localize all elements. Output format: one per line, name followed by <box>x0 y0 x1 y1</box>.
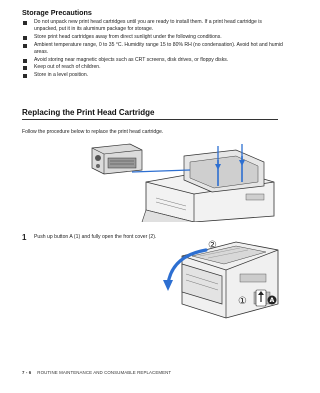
page-footer <box>22 370 282 375</box>
bullet-text: Keep out of reach of children. <box>34 64 101 71</box>
print-head-cartridge-icon <box>92 144 142 174</box>
bullet-text: Store print head cartridges away from direct sunlight under the following conditions. <box>34 33 222 40</box>
callout-1-label: ① <box>238 296 247 307</box>
bullet-text: Avoid storing near magnetic objects such as CRT screens, disk drives, or floppy disks. <box>34 56 229 63</box>
list-item <box>22 19 284 33</box>
page-number: 7 - 6 <box>22 370 32 375</box>
bullet-text: Store in a level position. <box>34 71 89 78</box>
list-item <box>22 42 284 56</box>
square-bullet-icon <box>23 21 27 25</box>
square-bullet-icon <box>23 66 27 70</box>
square-bullet-icon <box>23 44 27 48</box>
step-number: 1 <box>22 233 27 242</box>
open-front-cover-illustration <box>162 234 280 320</box>
printer-icon <box>142 150 274 222</box>
square-bullet-icon <box>23 59 27 63</box>
square-bullet-icon <box>23 36 27 40</box>
storage-precautions-heading: Storage Precautions <box>22 8 92 17</box>
bullet-text: Do not unpack new print head cartridges until you are ready to install them. If a print head cartridge is unpacked, put it in its aluminum package for storage. <box>34 19 262 33</box>
list-item <box>22 64 284 71</box>
footer-chapter-title: ROUTINE MAINTENANCE AND CONSUMABLE REPLACEMENT <box>37 370 172 375</box>
list-item <box>22 34 284 41</box>
list-item <box>22 57 284 64</box>
square-bullet-icon <box>23 74 27 78</box>
replacing-print-head-heading: Replacing the Print Head Cartridge <box>22 108 278 120</box>
bullet-text: Ambient temperature range, 0 to 35 °C. Humidity range 15 to 80% RH (no condensation). Avoid hot and humid areas. <box>34 41 283 55</box>
step-text: Push up button A (1) and fully open the front cover (2). <box>34 234 157 240</box>
callout-2-label: ② <box>208 240 217 251</box>
cartridge-insertion-illustration <box>86 142 280 222</box>
button-a-label: A <box>269 297 275 305</box>
procedure-intro-text: Follow the procedure below to replace the print head cartridge. <box>22 129 164 135</box>
storage-precautions-list <box>22 19 284 80</box>
list-item <box>22 72 284 79</box>
